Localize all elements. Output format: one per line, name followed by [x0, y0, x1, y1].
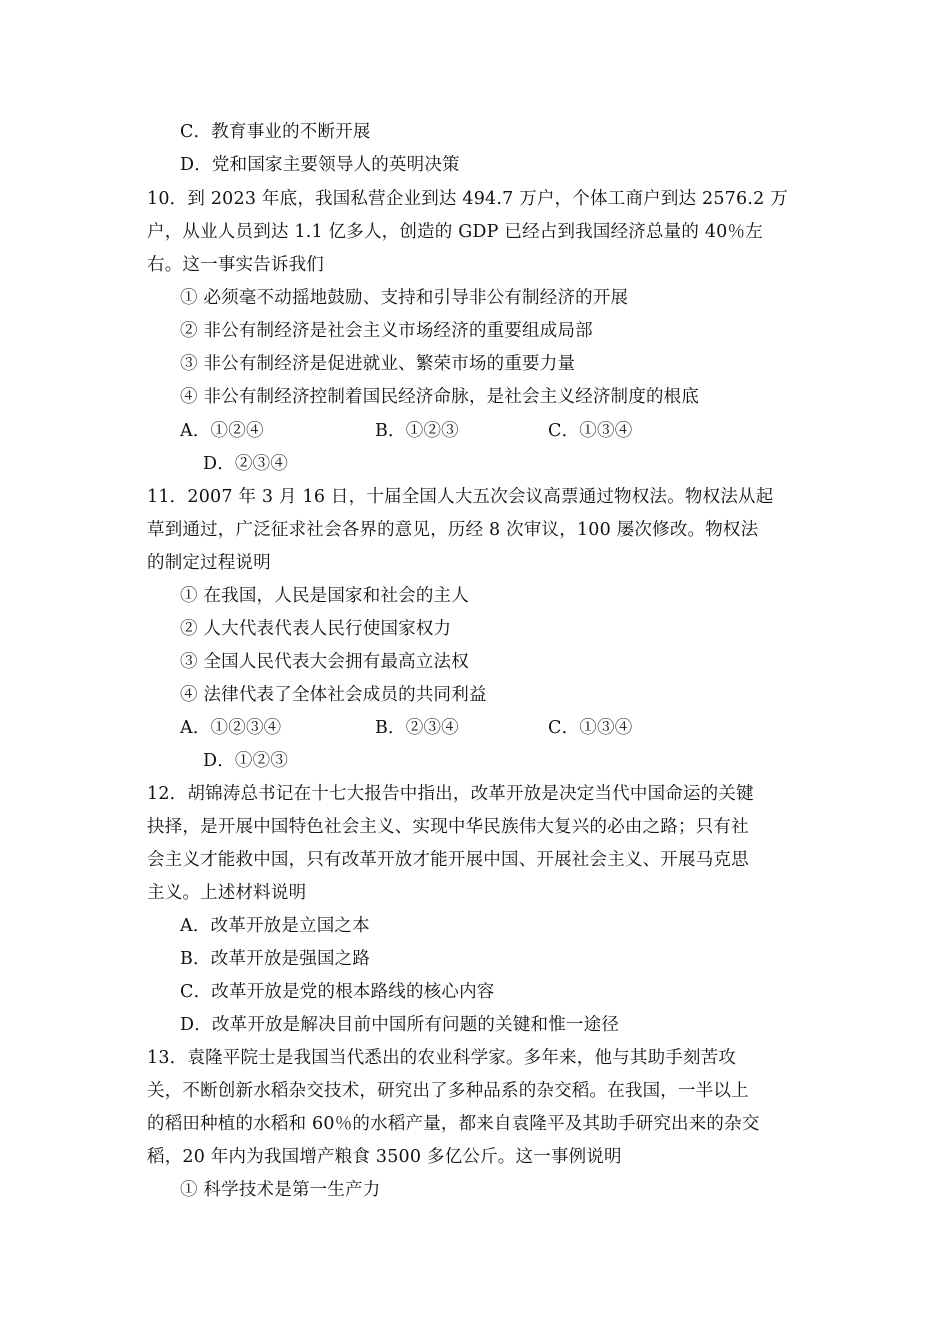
q9-option-c: C．教育事业的不断开展	[180, 122, 371, 142]
q12-stem-line-1: 12．胡锦涛总书记在十七大报告中指出，改革开放是决定当代中国命运的关键	[147, 784, 754, 804]
q9-option-d: D．党和国家主要领导人的英明决策	[180, 155, 460, 175]
q13-stem-line-1: 13．袁隆平院士是我国当代悉出的农业科学家。多年来，他与其助手刻苦攻	[147, 1048, 737, 1068]
q10-choice-c: C．①③④	[548, 421, 633, 441]
q10-item-1: ① 必须毫不动摇地鼓励、支持和引导非公有制经济的开展	[180, 288, 629, 308]
q11-item-4: ④ 法律代表了全体社会成员的共同利益	[180, 685, 487, 705]
q11-item-2: ② 人大代表代表人民行使国家权力	[180, 619, 452, 639]
q12-stem-line-3: 会主义才能救中国，只有改革开放才能开展中国、开展社会主义、开展马克思	[147, 850, 749, 870]
q10-stem-line-2: 户，从业人员到达 1.1 亿多人，创造的 GDP 已经占到我国经济总量的 40％左	[147, 222, 763, 242]
q10-stem-line-1: 10．到 2023 年底，我国私营企业到达 494.7 万户，个体工商户到达 2576.2 万	[147, 189, 788, 209]
q11-stem-line-3: 的制定过程说明	[147, 553, 271, 573]
q11-stem-line-2: 草到通过，广泛征求社会各界的意见，历经 8 次审议，100 屡次修改。物权法	[147, 520, 759, 540]
q12-stem-line-4: 主义。上述材料说明	[147, 883, 307, 903]
q10-stem-line-3: 右。这一事实告诉我们	[147, 255, 324, 275]
q12-choice-a: A．改革开放是立国之本	[180, 916, 370, 936]
q11-choice-c: C．①③④	[548, 718, 633, 738]
q13-stem-line-2: 关，不断创新水稻杂交技术，研究出了多种品系的杂交稻。在我国，一半以上	[147, 1081, 749, 1101]
q11-choice-d: D．①②③	[203, 751, 289, 771]
q12-choice-c: C．改革开放是党的根本路线的核心内容	[180, 982, 495, 1002]
q12-stem-line-2: 抉择，是开展中国特色社会主义、实现中华民族伟大复兴的必由之路；只有社	[147, 817, 749, 837]
q10-item-3: ③ 非公有制经济是促进就业、繁荣市场的重要力量	[180, 354, 576, 374]
q13-stem-line-3: 的稻田种植的水稻和 60％的水稻产量，都来自袁隆平及其助手研究出来的杂交	[147, 1114, 760, 1134]
q11-choice-a: A．①②③④	[180, 718, 282, 738]
q11-item-1: ① 在我国，人民是国家和社会的主人	[180, 586, 469, 606]
q10-item-2: ② 非公有制经济是社会主义市场经济的重要组成局部	[180, 321, 593, 341]
q12-choice-d: D．改革开放是解决目前中国所有问题的关键和惟一途径	[180, 1015, 620, 1035]
q13-item-1: ① 科学技术是第一生产力	[180, 1180, 381, 1200]
q10-item-4: ④ 非公有制经济控制着国民经济命脉，是社会主义经济制度的根底	[180, 387, 700, 407]
q11-stem-line-1: 11．2007 年 3 月 16 日，十届全国人大五次会议高票通过物权法。物权法从起	[147, 487, 774, 507]
q11-choice-b: B．②③④	[375, 718, 459, 738]
q10-choice-b: B．①②③	[375, 421, 459, 441]
q13-stem-line-4: 稻，20 年内为我国增产粮食 3500 多亿公斤。这一事例说明	[147, 1147, 622, 1167]
q11-item-3: ③ 全国人民代表大会拥有最高立法权	[180, 652, 469, 672]
q10-choice-a: A．①②④	[180, 421, 264, 441]
q12-choice-b: B．改革开放是强国之路	[180, 949, 371, 969]
q10-choice-d: D．②③④	[203, 454, 289, 474]
